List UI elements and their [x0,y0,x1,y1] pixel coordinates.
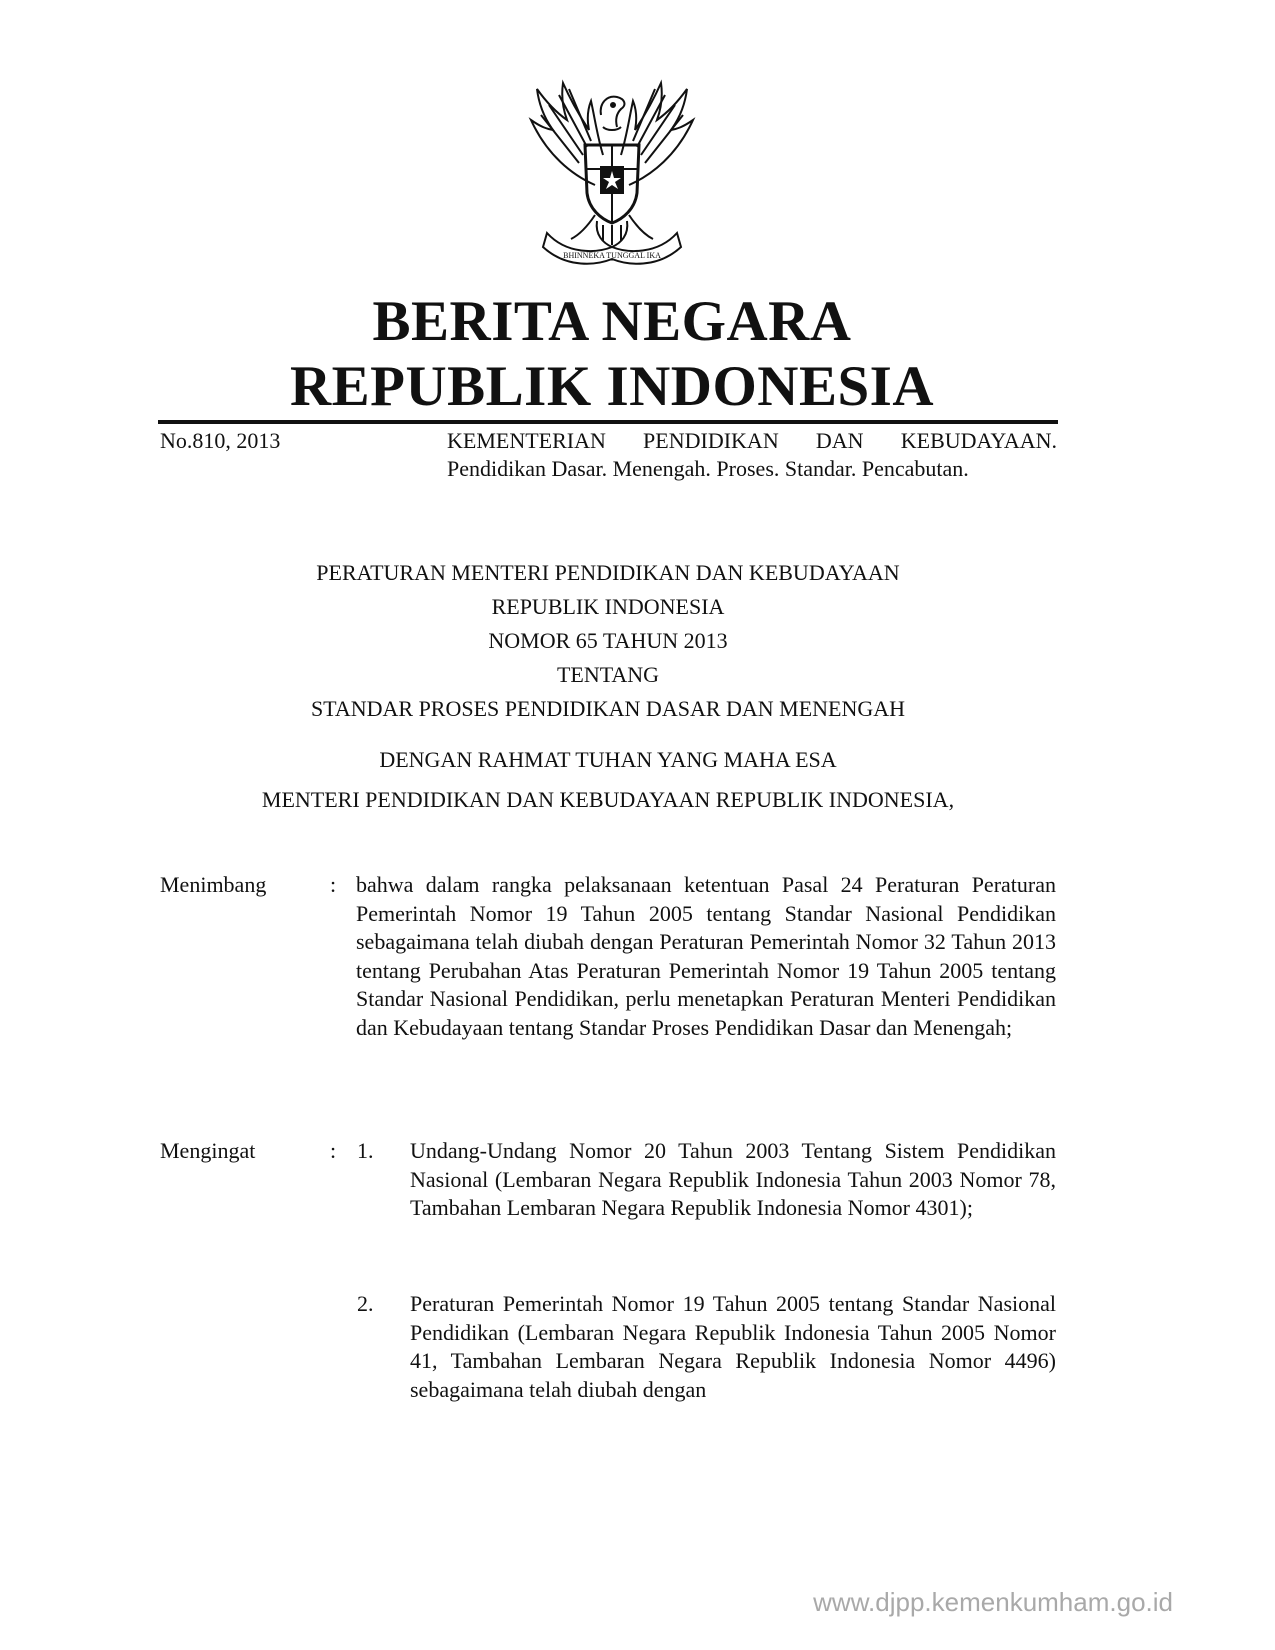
regulation-title-line1: PERATURAN MENTERI PENDIDIKAN DAN KEBUDAYAAN [316,560,900,585]
gazette-number: No.810, 2013 [160,428,281,453]
mengingat-item-number: 2. [357,1291,374,1316]
gazette-title-line1: BERITA NEGARA [372,290,852,353]
mengingat-colon: : [330,1138,337,1163]
regulation-number: NOMOR 65 TAHUN 2013 [488,628,728,653]
regulation-title-line2: REPUBLIK INDONESIA [491,594,725,619]
gazette-subject: KEMENTERIAN PENDIDIKAN DAN KEBUDAYAAN. Pendidikan Dasar. Menengah. Proses. Standar. Pencabutan. [447,428,1057,481]
mengingat-item-text: Peraturan Pemerintah Nomor 19 Tahun 2005 tentang Standar Nasional Pendidikan (Lembaran Negara Republik Indonesia Tahun 2005 Nomor 41, Tambahan Lembaran Negara Republik Indonesia Nomor 4496) sebagaimana telah diubah dengan [410,1291,1056,1402]
regulation-tentang: TENTANG [556,662,660,687]
menimbang-text: bahwa dalam rangka pelaksanaan ketentuan Pasal 24 Peraturan Peraturan Pemerintah Nomor 19 Tahun 2005 tentang Standar Nasional Pendidikan sebagaimana telah diubah dengan Peraturan Pemerintah Nomor 32 Tahun 2013 tentang Perubahan Atas Peraturan Pemerintah Nomor 19 Tahun 2005 tentang Standar Nasional Pendidikan, perlu menetapkan Peraturan Menteri Pendidikan dan Kebudayaan tentang Standar Proses Pendidikan Dasar dan Menengah; [356,872,1056,1040]
mengingat-item-text: Undang-Undang Nomor 20 Tahun 2003 Tentang Sistem Pendidikan Nasional (Lembaran Negara Republik Indonesia Tahun 2003 Nomor 78, Tambahan Lembaran Negara Republik Indonesia Nomor 4301); [410,1138,1056,1220]
footer-watermark-url: www.djpp.kemenkumham.go.id [813,1587,1173,1617]
svg-text:BHINNEKA TUNGGAL IKA: BHINNEKA TUNGGAL IKA [563,251,661,260]
regulation-subject: STANDAR PROSES PENDIDIKAN DASAR DAN MENENGAH [310,696,906,721]
mengingat-label: Mengingat [160,1138,256,1163]
header-divider [158,420,1058,424]
mengingat-item-number: 1. [357,1138,374,1163]
menimbang-label: Menimbang [160,872,267,897]
garuda-pancasila-emblem-icon [517,75,707,275]
menimbang-colon: : [330,872,337,897]
gazette-title-line2: REPUBLIK INDONESIA [289,355,935,418]
opening-phrase: DENGAN RAHMAT TUHAN YANG MAHA ESA [379,747,837,772]
issuing-authority: MENTERI PENDIDIKAN DAN KEBUDAYAAN REPUBLIK INDONESIA, [261,787,955,812]
